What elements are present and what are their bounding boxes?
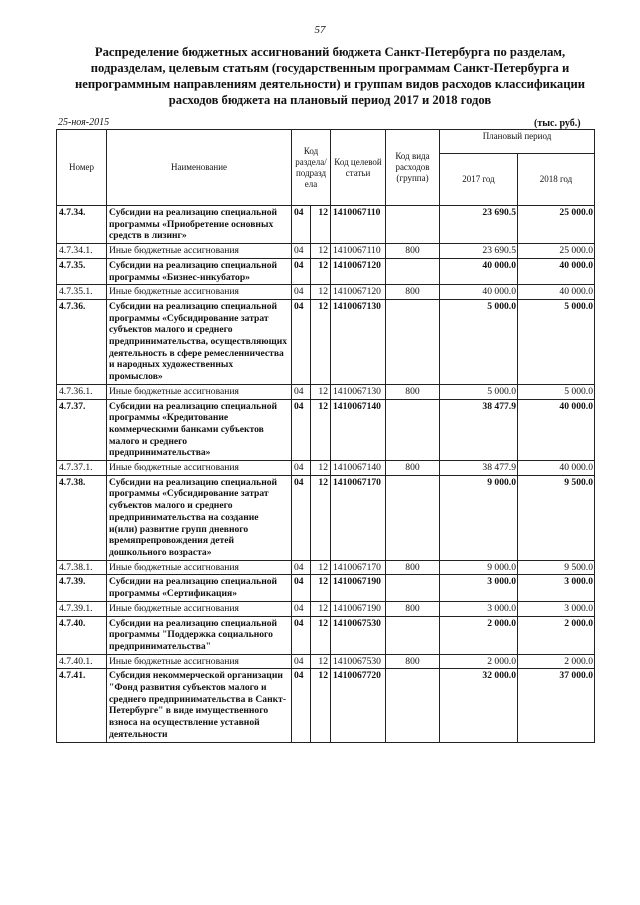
document-date: 25-ноя-2015 (58, 117, 110, 128)
row-2018-cell: 9 500.0 (518, 475, 595, 560)
row-subsection-cell: 12 (311, 575, 331, 601)
units-label: (тыс. руб.) (534, 118, 581, 129)
row-2018-cell: 40 000.0 (518, 285, 595, 300)
table-body (57, 206, 595, 743)
row-expense-type-cell (386, 258, 440, 284)
row-number-cell: 4.7.34.1. (57, 244, 107, 259)
row-2018-cell: 2 000.0 (518, 654, 595, 669)
row-2017-cell: 3 000.0 (440, 601, 518, 616)
row-section-cell: 04 (292, 560, 311, 575)
row-name-cell: Иные бюджетные ассигнования (107, 461, 292, 476)
row-2017-cell: 38 477.9 (440, 461, 518, 476)
table-row (57, 654, 595, 669)
table-row (57, 299, 595, 384)
row-article-cell: 1410067120 (331, 258, 386, 284)
row-article-cell: 1410067110 (331, 206, 386, 244)
row-2017-cell: 23 690.5 (440, 206, 518, 244)
row-number-cell: 4.7.39. (57, 575, 107, 601)
table-row (57, 258, 595, 284)
row-2017-cell: 9 000.0 (440, 560, 518, 575)
row-number-cell: 4.7.35. (57, 258, 107, 284)
row-2017-cell: 40 000.0 (440, 285, 518, 300)
row-2018-cell: 5 000.0 (518, 384, 595, 399)
table-row (57, 461, 595, 476)
row-expense-type-cell: 800 (386, 560, 440, 575)
row-section-cell: 04 (292, 669, 311, 742)
row-number-cell: 4.7.35.1. (57, 285, 107, 300)
row-2018-cell: 5 000.0 (518, 299, 595, 384)
row-article-cell: 1410067530 (331, 616, 386, 654)
row-name-cell: Иные бюджетные ассигнования (107, 285, 292, 300)
row-expense-type-cell: 800 (386, 461, 440, 476)
header-expense-type-code: Код вида расходов (группа) (386, 130, 440, 206)
row-number-cell: 4.7.36.1. (57, 384, 107, 399)
row-2017-cell: 5 000.0 (440, 299, 518, 384)
row-subsection-cell: 12 (311, 399, 331, 461)
row-section-cell: 04 (292, 616, 311, 654)
page-number: 57 (314, 24, 326, 36)
budget-table (56, 129, 595, 743)
row-2018-cell: 40 000.0 (518, 258, 595, 284)
header-number: Номер (57, 130, 107, 206)
row-2018-cell: 9 500.0 (518, 560, 595, 575)
row-2018-cell: 40 000.0 (518, 461, 595, 476)
row-2017-cell: 5 000.0 (440, 384, 518, 399)
row-section-cell: 04 (292, 601, 311, 616)
row-name-cell: Субсидии на реализацию специальной программы «Сертификация» (107, 575, 292, 601)
row-name-cell: Субсидии на реализацию специальной программы «Субсидирование затрат субъектов малого и среднего предпринимательства на создание и(или) развитие групп дневного времяпрепровождения детей дошкольного возраста» (107, 475, 292, 560)
row-2018-cell: 25 000.0 (518, 244, 595, 259)
table-row (57, 285, 595, 300)
row-section-cell: 04 (292, 654, 311, 669)
row-expense-type-cell (386, 669, 440, 742)
row-name-cell: Иные бюджетные ассигнования (107, 384, 292, 399)
row-article-cell: 1410067190 (331, 601, 386, 616)
row-number-cell: 4.7.37.1. (57, 461, 107, 476)
row-expense-type-cell (386, 299, 440, 384)
table-row (57, 669, 595, 742)
row-section-cell: 04 (292, 575, 311, 601)
header-article-code: Код целевой статьи (331, 130, 386, 206)
row-subsection-cell: 12 (311, 384, 331, 399)
row-article-cell: 1410067170 (331, 560, 386, 575)
row-2017-cell: 9 000.0 (440, 475, 518, 560)
row-number-cell: 4.7.39.1. (57, 601, 107, 616)
row-article-cell: 1410067130 (331, 299, 386, 384)
row-number-cell: 4.7.34. (57, 206, 107, 244)
row-expense-type-cell: 800 (386, 285, 440, 300)
row-subsection-cell: 12 (311, 601, 331, 616)
row-name-cell: Субсидии на реализацию специальной программы "Поддержка социального предпринимательства" (107, 616, 292, 654)
table-row (57, 384, 595, 399)
row-2017-cell: 2 000.0 (440, 654, 518, 669)
row-subsection-cell: 12 (311, 285, 331, 300)
table-row (57, 560, 595, 575)
row-section-cell: 04 (292, 384, 311, 399)
row-2018-cell: 37 000.0 (518, 669, 595, 742)
row-2017-cell: 40 000.0 (440, 258, 518, 284)
row-article-cell: 1410067130 (331, 384, 386, 399)
row-name-cell: Иные бюджетные ассигнования (107, 244, 292, 259)
row-section-cell: 04 (292, 475, 311, 560)
row-2018-cell: 25 000.0 (518, 206, 595, 244)
row-section-cell: 04 (292, 299, 311, 384)
row-number-cell: 4.7.36. (57, 299, 107, 384)
row-subsection-cell: 12 (311, 206, 331, 244)
row-name-cell: Иные бюджетные ассигнования (107, 654, 292, 669)
row-name-cell: Иные бюджетные ассигнования (107, 601, 292, 616)
row-2018-cell: 2 000.0 (518, 616, 595, 654)
row-section-cell: 04 (292, 461, 311, 476)
row-article-cell: 1410067170 (331, 475, 386, 560)
row-name-cell: Субсидии на реализацию специальной программы «Кредитование коммерческими банками субъектов малого и среднего предпринимательства» (107, 399, 292, 461)
header-name: Наименование (107, 130, 292, 206)
row-section-cell: 04 (292, 206, 311, 244)
row-expense-type-cell: 800 (386, 654, 440, 669)
row-2018-cell: 3 000.0 (518, 601, 595, 616)
row-section-cell: 04 (292, 285, 311, 300)
row-subsection-cell: 12 (311, 244, 331, 259)
row-number-cell: 4.7.37. (57, 399, 107, 461)
table-row (57, 616, 595, 654)
row-number-cell: 4.7.38. (57, 475, 107, 560)
row-2017-cell: 2 000.0 (440, 616, 518, 654)
row-subsection-cell: 12 (311, 616, 331, 654)
row-section-cell: 04 (292, 258, 311, 284)
row-expense-type-cell: 800 (386, 384, 440, 399)
row-subsection-cell: 12 (311, 669, 331, 742)
row-name-cell: Иные бюджетные ассигнования (107, 560, 292, 575)
row-name-cell: Субсидии на реализацию специальной программы «Субсидирование затрат субъектов малого и среднего предпринимательства, осуществляющих деятельность в сфере ремесленничества и народных художественных промыслов» (107, 299, 292, 384)
row-2017-cell: 38 477.9 (440, 399, 518, 461)
row-article-cell: 1410067530 (331, 654, 386, 669)
row-number-cell: 4.7.40.1. (57, 654, 107, 669)
row-expense-type-cell: 800 (386, 244, 440, 259)
header-planned-period: Плановый период (440, 130, 595, 154)
row-expense-type-cell: 800 (386, 601, 440, 616)
row-expense-type-cell (386, 616, 440, 654)
row-section-cell: 04 (292, 244, 311, 259)
row-article-cell: 1410067190 (331, 575, 386, 601)
row-article-cell: 1410067140 (331, 461, 386, 476)
row-name-cell: Субсидии на реализацию специальной программы «Бизнес-инкубатор» (107, 258, 292, 284)
row-expense-type-cell (386, 475, 440, 560)
header-section-code: Код раздела/ подразд ела (292, 130, 331, 206)
table-row (57, 399, 595, 461)
row-2018-cell: 3 000.0 (518, 575, 595, 601)
row-expense-type-cell (386, 575, 440, 601)
header-year-2017: 2017 год (440, 154, 518, 206)
row-article-cell: 1410067120 (331, 285, 386, 300)
row-subsection-cell: 12 (311, 560, 331, 575)
row-article-cell: 1410067110 (331, 244, 386, 259)
row-name-cell: Субсидия некоммерческой организации "Фонд развития субъектов малого и среднего предпринимательства в Санкт-Петербурге" в виде имущественного взноса на осуществление уставной деятельности (107, 669, 292, 742)
row-number-cell: 4.7.41. (57, 669, 107, 742)
row-section-cell: 04 (292, 399, 311, 461)
table-row (57, 601, 595, 616)
row-subsection-cell: 12 (311, 461, 331, 476)
row-subsection-cell: 12 (311, 258, 331, 284)
row-article-cell: 1410067720 (331, 669, 386, 742)
table-row (57, 475, 595, 560)
row-subsection-cell: 12 (311, 654, 331, 669)
row-2018-cell: 40 000.0 (518, 399, 595, 461)
table-row (57, 206, 595, 244)
document-title: Распределение бюджетных ассигнований бюджета Санкт-Петербурга по разделам, подразделам, целевым статьям (государственным программам Санкт-Петербурга и непрограммным направлениям деятельности) и группам видов расходов классификации расходов бюджета на плановый период 2017 и 2018 годов (75, 45, 585, 107)
row-2017-cell: 32 000.0 (440, 669, 518, 742)
row-2017-cell: 3 000.0 (440, 575, 518, 601)
row-subsection-cell: 12 (311, 299, 331, 384)
table-row (57, 244, 595, 259)
row-2017-cell: 23 690.5 (440, 244, 518, 259)
header-year-2018: 2018 год (518, 154, 595, 206)
table-row (57, 575, 595, 601)
row-number-cell: 4.7.40. (57, 616, 107, 654)
row-expense-type-cell (386, 399, 440, 461)
row-name-cell: Субсидии на реализацию специальной программы «Приобретение основных средств в лизинг» (107, 206, 292, 244)
row-number-cell: 4.7.38.1. (57, 560, 107, 575)
row-article-cell: 1410067140 (331, 399, 386, 461)
row-expense-type-cell (386, 206, 440, 244)
row-subsection-cell: 12 (311, 475, 331, 560)
